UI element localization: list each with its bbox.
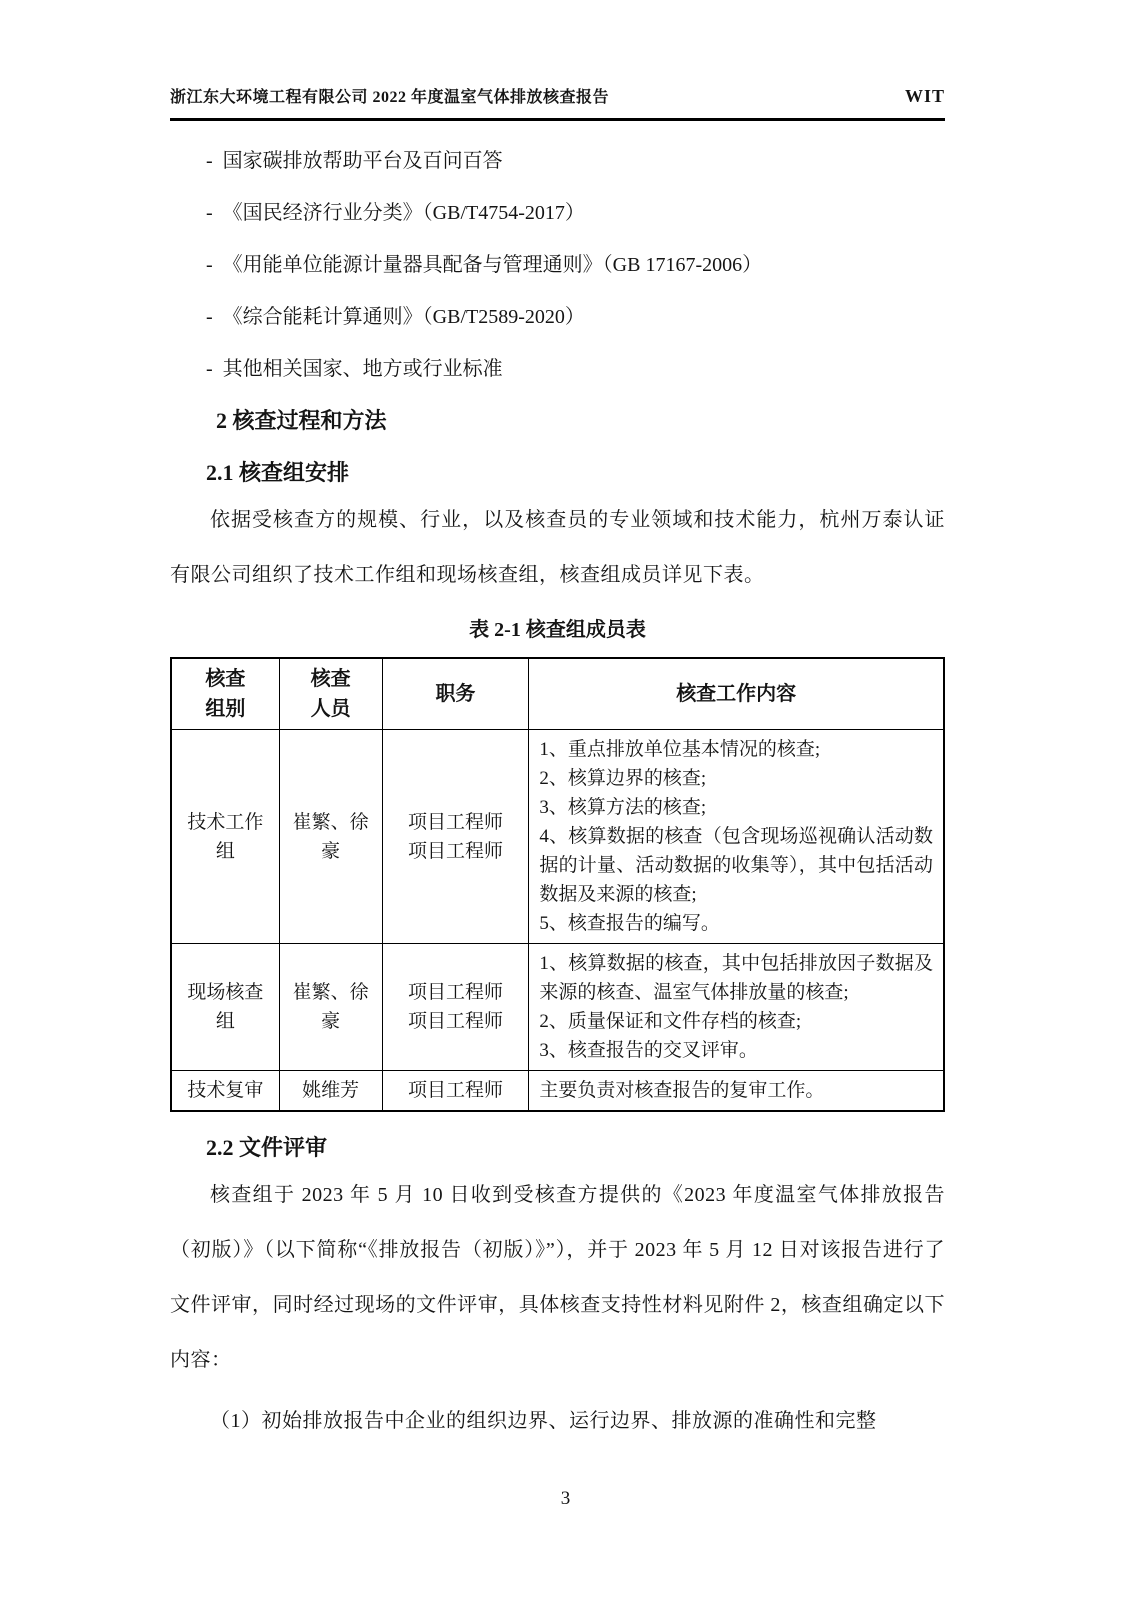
list-item-text: 《国民经济行业分类》（GB/T4754-2017）	[222, 202, 585, 224]
members-cell: 崔繁、徐 豪	[279, 944, 382, 1071]
reference-list	[170, 147, 945, 383]
list-item-text: 国家碳排放帮助平台及百问百答	[222, 150, 503, 172]
task-line: 4、核算数据的核查（包含现场巡视确认活动数据的计量、活动数据的收集等），其中包括活动数据及来源的核查;	[539, 826, 933, 905]
list-item-text: 《综合能耗计算通则》（GB/T2589-2020）	[222, 306, 585, 328]
task-line: 5、核查报告的编写。	[539, 913, 720, 934]
group-cell: 技术工作 组	[171, 730, 279, 944]
task-line: 主要负责对核查报告的复审工作。	[539, 1080, 825, 1101]
page-footer	[0, 1488, 1131, 1510]
subsection-heading-2-2: 2.2 文件评审	[206, 1135, 328, 1160]
table-header-row	[171, 658, 944, 730]
bullet-dash: -	[206, 306, 213, 328]
bullet-dash: -	[206, 254, 213, 276]
header-cell-role: 职务	[382, 658, 529, 730]
table-caption: 表 2-1 核查组成员表	[469, 619, 646, 641]
tasks-cell	[529, 1071, 944, 1112]
page-number: 3	[560, 1488, 571, 1509]
group-cell: 现场核查 组	[171, 944, 279, 1071]
list-item	[206, 147, 945, 175]
bullet-dash: -	[206, 358, 213, 380]
task-line: 2、质量保证和文件存档的核查;	[539, 1011, 802, 1032]
roles-cell: 项目工程师	[382, 1071, 529, 1112]
list-item	[206, 355, 945, 383]
paragraph-2-2-item1: （1）初始排放报告中企业的组织边界、运行边界、排放源的准确性和完整	[210, 1410, 877, 1432]
tasks-cell	[529, 730, 944, 944]
task-line: 3、核算方法的核查;	[539, 797, 707, 818]
paragraph-2-1: 依据受核查方的规模、行业，以及核查员的专业领域和技术能力，杭州万泰认证有限公司组织了技术工作组和现场核查组，核查组成员详见下表。	[170, 509, 945, 586]
list-item	[206, 251, 945, 279]
table-row	[171, 1071, 944, 1112]
bullet-dash: -	[206, 202, 213, 224]
list-item	[206, 199, 945, 227]
list-item	[206, 303, 945, 331]
table-row	[171, 730, 944, 944]
task-line: 1、重点排放单位基本情况的核查;	[539, 739, 821, 760]
roles-cell: 项目工程师 项目工程师	[382, 944, 529, 1071]
tasks-cell	[529, 944, 944, 1071]
group-cell: 技术复审	[171, 1071, 279, 1112]
table-row	[171, 944, 944, 1071]
brand-logo: WIT	[904, 86, 945, 106]
members-cell: 姚维芳	[279, 1071, 382, 1112]
paragraph-2-2: 核查组于 2023 年 5 月 10 日收到受核查方提供的《2023 年度温室气体排放报告（初版）》（以下简称“《排放报告（初版）》”），并于 2023 年 5 月 12 日对该报告进行了文件评审，同时经过现场的文件评审，具体核查支持性材料见附件 2，核查组确定以下内容：	[170, 1184, 945, 1371]
task-line: 2、核算边界的核查;	[539, 768, 707, 789]
bullet-dash: -	[206, 150, 213, 172]
header-cell-work: 核查工作内容	[529, 658, 944, 730]
list-item-text: 其他相关国家、地方或行业标准	[222, 358, 503, 380]
task-line: 3、核查报告的交叉评审。	[539, 1040, 758, 1061]
roles-cell: 项目工程师 项目工程师	[382, 730, 529, 944]
task-line: 1、核算数据的核查，其中包括排放因子数据及来源的核查、温室气体排放量的核查;	[539, 953, 933, 1003]
subsection-heading-2-1: 2.1 核查组安排	[206, 460, 350, 485]
header-cell-members: 核查 人员	[279, 658, 382, 730]
verification-team-table	[170, 657, 945, 1112]
members-cell: 崔繁、徐 豪	[279, 730, 382, 944]
header-cell-group: 核查 组别	[171, 658, 279, 730]
section-heading-2: 2 核查过程和方法	[216, 408, 387, 433]
list-item-text: 《用能单位能源计量器具配备与管理通则》（GB 17167-2006）	[222, 254, 763, 276]
report-title: 浙江东大环境工程有限公司 2022 年度温室气体排放核查报告	[170, 89, 610, 106]
page-header	[170, 84, 945, 121]
